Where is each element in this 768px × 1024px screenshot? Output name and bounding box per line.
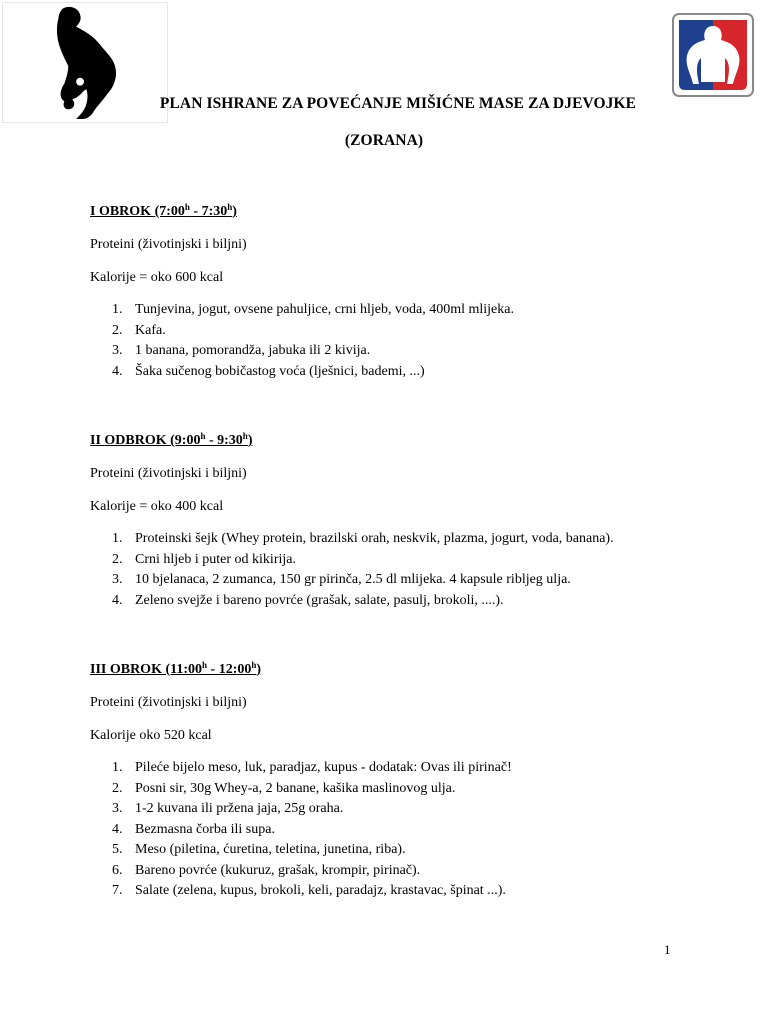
proteins-line: Proteini (životinjski i biljni) [90, 695, 247, 710]
meal-section-3 [90, 660, 730, 902]
page-title: PLAN ISHRANE ZA POVEĆANJE MIŠIĆNE MASE ZA DJEVOJKE [159, 95, 637, 112]
list-item: 5. Meso (piletina, ćuretina, teletina, junetina, riba). [112, 842, 406, 857]
section-heading: II ODBROK (9:00$^h$ - 9:30$^h$) [90, 431, 253, 448]
proteins-line: Proteini (životinjski i biljni) [90, 466, 247, 481]
athlete-shield-icon [671, 12, 755, 98]
section-heading: III OBROK (11:00$^h$ - 12:00$^h$) [90, 660, 262, 677]
list-item: 1. Tunjevina, jogut, ovsene pahuljice, crni hljeb, voda, 400ml mlijeka. [112, 302, 514, 317]
page-number: 1 [664, 942, 671, 957]
proteins-line: Proteini (životinjski i biljni) [90, 237, 247, 252]
meal-list [90, 758, 730, 902]
list-item: 4. Zeleno svejže i bareno povrće (grašak, salate, pasulj, brokoli, ....). [112, 592, 504, 608]
list-item: 3. 1 banana, pomorandža, jabuka ili 2 kivija. [112, 343, 371, 358]
list-item: 4. Bezmasna čorba ili supa. [112, 821, 275, 837]
list-item: 1. Proteinski šejk (Whey protein, brazilski orah, neskvik, plazma, jogurt, voda, banana). [112, 531, 614, 546]
meal-list [90, 529, 730, 611]
list-item: 6. Bareno povrće (kukuruz, grašak, krompir, pirinač). [112, 862, 421, 878]
athlete-badge-logo [671, 12, 755, 98]
list-item: 2. Posni sir, 30g Whey-a, 2 banane, kašika maslinovog ulja. [112, 780, 456, 796]
calories-line: Kalorije oko 520 kcal [90, 728, 212, 743]
list-item: 3. 10 bjelanaca, 2 zumanca, 150 gr pirinča, 2.5 dl mlijeka. 4 kapsule ribljeg ulja. [112, 572, 571, 587]
list-item: 2. Kafa. [112, 322, 166, 338]
list-item: 1. Pileće bijelo meso, luk, paradjaz, kupus - dodatak: Ovas ili pirinač! [112, 760, 512, 775]
list-item: 7. Salate (zelena, kupus, brokoli, keli, paradajz, krastavac, špinat ...). [112, 883, 506, 898]
list-item: 2. Crni hljeb i puter od kikirija. [112, 551, 296, 567]
list-item: 4. Šaka sučenog bobičastog voća (lješnici, bademi, ...) [112, 363, 425, 379]
meal-list [90, 300, 730, 382]
section-heading: I OBROK (7:00$^h$ - 7:30$^h$) [90, 202, 237, 219]
meal-section-1 [90, 202, 730, 382]
list-item: 3. 1-2 kuvana ili pržena jaja, 25g oraha. [112, 801, 344, 816]
calories-line: Kalorije = oko 600 kcal [90, 270, 224, 285]
page-subtitle: (ZORANA) [344, 132, 424, 149]
meal-section-2 [90, 431, 730, 611]
calories-line: Kalorije = oko 400 kcal [90, 499, 224, 514]
